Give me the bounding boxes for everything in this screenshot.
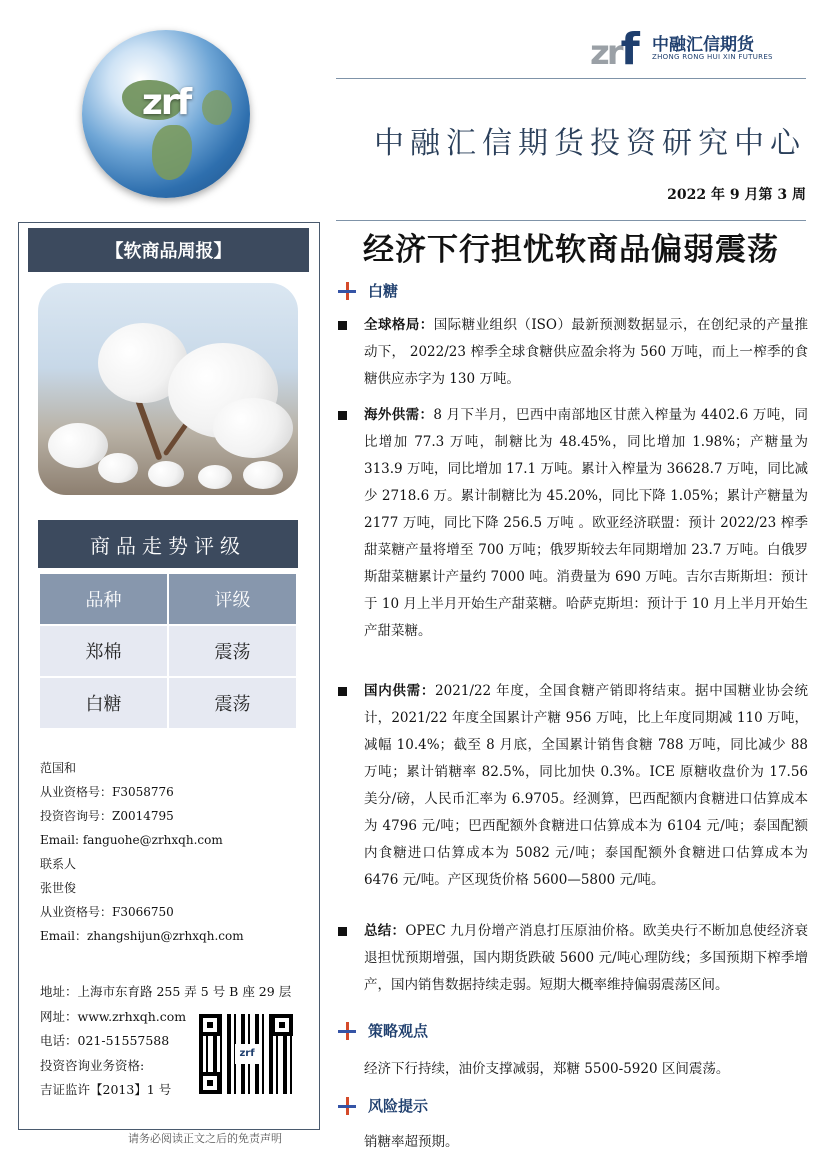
bullet-text: 8 月下半月，巴西中南部地区甘蔗入榨量为 4402.6 万吨，同比增加 77.3 万吨，制糖比为 48.45%，同比增加 1.98%；产糖量为 313.9 万吨，同比增加 17.1 万吨。累计入榨量为 36628.7 万吨，同比减少 2718.6 万。累计制糖比为 45.20%，同比下降 1.05%；累计产糖量为 2177 万吨，同比下降 256.5 万吨 。欧亚经济联盟：预计 2022/23 榨季甜菜糖产量将增至 700 万吨；俄罗斯较去年同期增加 23.7 万吨。白俄罗斯甜菜糖累计产量约 7000 吨。消费量为 690 万吨。吉尔吉斯斯坦：预计于 10 月上半月开始生产甜菜糖。哈萨克斯坦：预计于 10 月上半月开始生产甜菜糖。 — [364, 407, 809, 639]
brand-logo-letters: zr — [590, 33, 621, 73]
address-line: 地址：上海市东育路 255 弄 5 号 B 座 29 层 — [40, 984, 292, 999]
website-line[interactable]: 网址：www.zrhxqh.com — [40, 1008, 187, 1024]
brand-name-en: ZHONG RONG HUI XIN FUTURES — [652, 53, 773, 61]
bullet-label: 总结： — [364, 923, 406, 939]
license-number: 吉证监许【2013】1 号 — [40, 1082, 172, 1097]
section-marker-icon — [338, 282, 356, 300]
contact-line: 张世俊 — [40, 881, 77, 895]
bullet-text: 2021/22 年度，全国食糖产销即将结束。据中国糖业协会统计，2021/22 年度全国累计产糖 956 万吨，比上年度同期减 110 万吨，减幅 10.4%；截至 8 月底，全国累计销售食糖 788 万吨，同比减少 88 万吨；累计销糖率 82.5%，同比加快 0.3%。ICE 原糖收盘价为 17.56 美分/磅，人民币汇率为 6.9705。经测算，巴西配额内食糖进口估算成本为 4796 元/吨；巴西配额外食糖进口估算成本为 6104 元/吨；泰国配额内食糖进口估算成本为 5082 元/吨；泰国配额外食糖进口估算成本为 6476 元/吨。产区现货价格 5600—5800 元/吨。 — [364, 683, 809, 888]
brand-logo-mark — [590, 24, 637, 75]
disclaimer-note: 请务必阅读正文之后的免责声明 — [128, 1132, 282, 1145]
bullet-label: 海外供需： — [364, 407, 434, 423]
globe-logo-image — [82, 30, 250, 198]
rating-value: 震荡 — [169, 626, 296, 676]
title-divider — [336, 220, 806, 221]
bullet-summary — [338, 918, 808, 999]
rating-header-rating: 评级 — [169, 574, 296, 624]
bullet-global-pattern — [338, 312, 808, 393]
contact-line: 范国和 — [40, 761, 77, 775]
bullet-square-icon — [338, 411, 347, 420]
rating-table-title: 商品走势评级 — [38, 520, 298, 568]
header-divider — [336, 78, 806, 79]
contact-line: 联系人 — [40, 857, 77, 871]
bullet-square-icon — [338, 321, 347, 330]
issue-date: 2022 年 9 月第 3 周 — [667, 187, 806, 203]
contact-email[interactable]: Email: fanguohe@zrhxqh.com — [40, 833, 223, 847]
license-label: 投资咨询业务资格: — [40, 1057, 145, 1073]
risk-text: 销糖率超预期。 — [364, 1134, 459, 1150]
contact-line: 从业资格号：F3066750 — [40, 905, 174, 919]
rating-table — [38, 572, 298, 730]
rating-variety: 郑棉 — [40, 626, 167, 676]
section-marker-icon — [338, 1097, 356, 1115]
rating-header-variety: 品种 — [40, 574, 167, 624]
section-heading-text: 风险提示 — [368, 1097, 429, 1115]
bullet-square-icon — [338, 927, 347, 936]
section-heading-risk — [338, 1095, 428, 1116]
bullet-domestic-supply — [338, 678, 808, 894]
strategy-text: 经济下行持续，油价支撑减弱，郑糖 5500-5920 区间震荡。 — [364, 1061, 730, 1077]
section-marker-icon — [338, 1022, 356, 1040]
table-row — [40, 678, 296, 728]
bullet-overseas-supply — [338, 402, 808, 645]
bullet-text: 国际糖业组织（ISO）最新预测数据显示，在创纪录的产量推动下， 2022/23 榨季全球食糖供应盈余将为 560 万吨，而上一榨季的食糖供应赤字为 130 万吨。 — [364, 317, 809, 387]
qr-code-image — [199, 1014, 293, 1094]
bullet-text: OPEC 九月份增产消息打压原油价格。欧美央行不断加息使经济衰退担忧预期增强，国内期货跌破 5600 元/吨心理防线；多国预期下榨季增产，国内销售数据持续走弱。短期大概率维持偏弱震荡区间。 — [364, 923, 809, 993]
table-row — [40, 626, 296, 676]
section-heading-text: 白糖 — [368, 282, 399, 300]
bullet-label: 全球格局： — [364, 317, 434, 333]
cotton-photo — [38, 283, 298, 495]
contact-email[interactable]: Email：zhangshijun@zrhxqh.com — [40, 929, 244, 943]
contact-line: 投资咨询号：Z0014795 — [40, 809, 174, 823]
bullet-square-icon — [338, 687, 347, 696]
research-center-title: 中融汇信期货投资研究中心 — [374, 126, 806, 161]
globe-logo-text: zrf — [141, 82, 191, 123]
report-title: 经济下行担忧软商品偏弱震荡 — [363, 232, 779, 268]
analyst-contacts — [40, 756, 244, 948]
phone-line: 电话：021-51557588 — [40, 1033, 170, 1048]
contact-line: 从业资格号：F3058776 — [40, 785, 174, 799]
section-heading-strategy — [338, 1020, 428, 1041]
brand-logo-f: f — [620, 24, 637, 75]
brand-name-cn: 中融汇信期货 — [652, 35, 754, 55]
qr-logo: zrf — [235, 1044, 259, 1064]
section-heading-text: 策略观点 — [368, 1022, 429, 1040]
rating-value: 震荡 — [169, 678, 296, 728]
bullet-label: 国内供需： — [364, 683, 436, 699]
section-heading-sugar — [338, 280, 398, 301]
report-type-label: 【软商品周报】 — [28, 228, 309, 272]
rating-variety: 白糖 — [40, 678, 167, 728]
